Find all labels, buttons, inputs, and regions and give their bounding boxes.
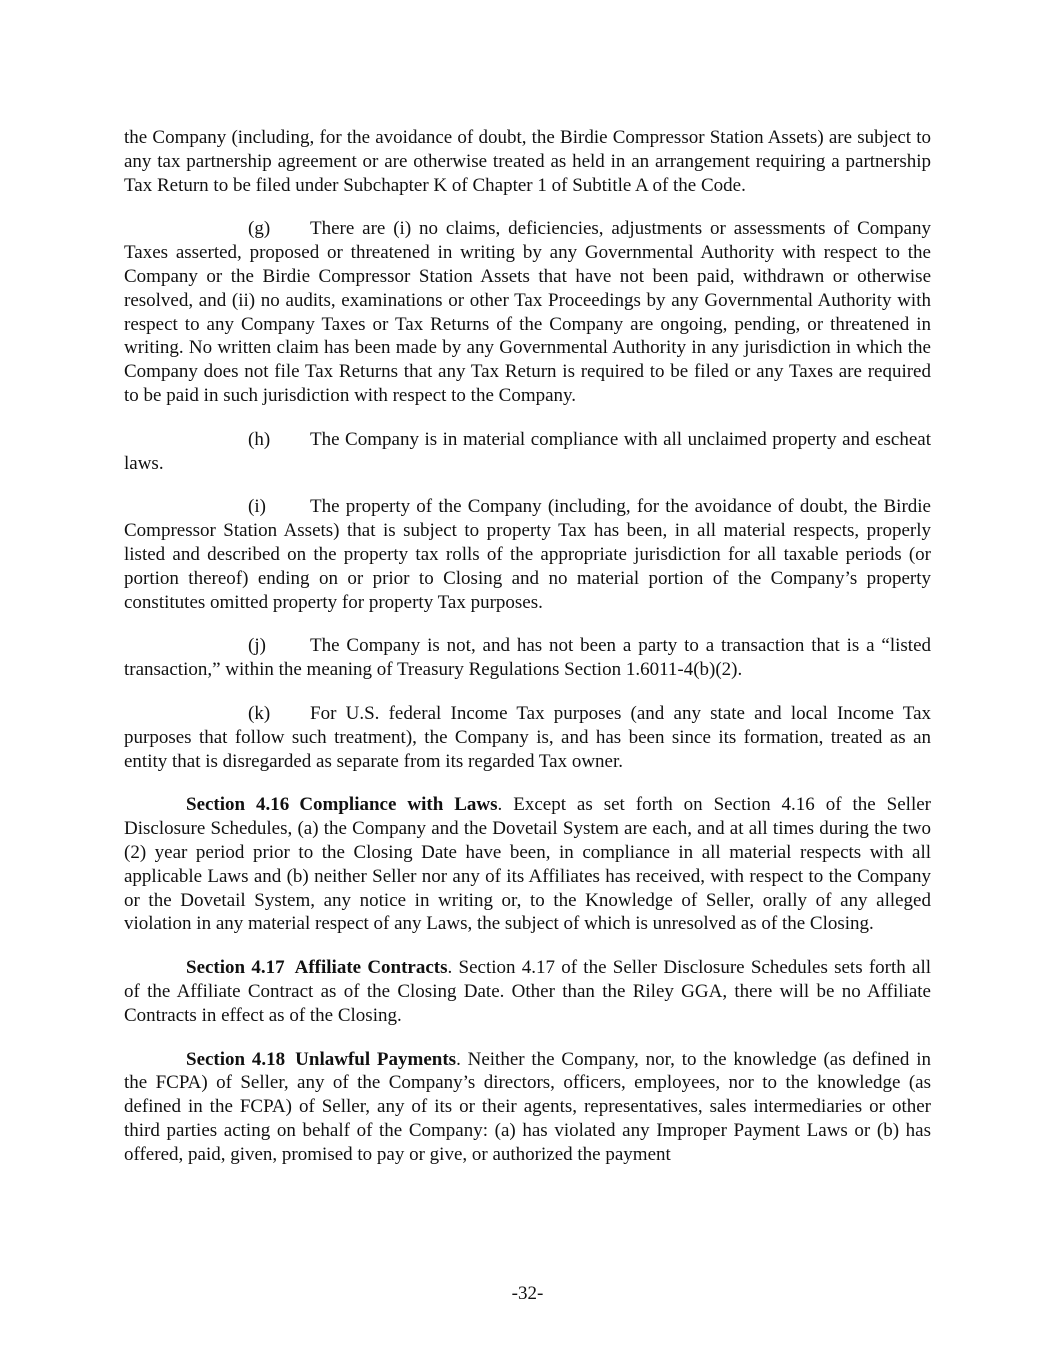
- section-title: Affiliate Contracts: [294, 957, 448, 979]
- section-text: . Except as set forth on Section 4.16 of the Seller Disclosure Schedules, (a) the Company and the Dovetail System are each, and at all times during the two (2) year period prior to the Closing Date have been, in compliance in all material respects with all applicable Laws and (b) neither Seller nor any of its Affiliates has received, with respect to the Company or the Dovetail System, any notice in writing or, to the Knowledge of Seller, orally of any alleged violation in any material respect of any Laws, the subject of which is unresolved as of the Closing.: [124, 794, 931, 935]
- subsection-text: The property of the Company (including, for the avoidance of doubt, the Birdie Compressor Station Assets) that is subject to property Tax has been, in all material respects, properly listed and described on the property tax rolls of the appropriate jurisdiction for all taxable periods (or portion thereof) ending on or prior to Closing and no material portion of the Company’s property constitutes omitted property for property Tax purposes.: [124, 496, 931, 613]
- subsection-text: There are (i) no claims, deficiencies, adjustments or assessments of Company Taxes asserted, proposed or threatened in writing by any Governmental Authority with respect to the Company or the Birdie Compressor Station Assets that have not been paid, withdrawn or otherwise resolved, and (ii) no audits, examinations or other Tax Proceedings by any Governmental Authority with respect to any Company Taxes or Tax Returns of the Company are ongoing, pending, or threatened in writing. No written claim has been made by any Governmental Authority in any jurisdiction in which the Company does not file Tax Returns that any Tax Return is required to be filed or any Taxes are required to be paid in such jurisdiction with respect to the Company.: [124, 218, 931, 406]
- subsection-label: (i): [248, 496, 266, 518]
- subsection-g: [124, 217, 931, 407]
- subsection-text: The Company is not, and has not been a party to a transaction that is a “listed transaction,” within the meaning of Treasury Regulations Section 1.6011-4(b)(2).: [124, 635, 931, 681]
- section-4-18: [124, 1048, 931, 1167]
- subsection-h: [124, 428, 931, 476]
- document-page: [124, 126, 931, 1186]
- section-text: . Neither the Company, nor, to the knowledge (as defined in the FCPA) of Seller, any of the Company’s directors, officers, employees, nor to the knowledge (as defined in the FCPA) of Seller, any of its or their agents, representatives, sales intermediaries or other third parties acting on behalf of the Company: (a) has violated any Improper Payment Laws or (b) has offered, paid, given, promised to pay or give, or authorized the payment: [124, 1048, 931, 1165]
- subsection-label: (h): [248, 428, 271, 450]
- subsection-label: (j): [248, 635, 266, 657]
- section-4-17: [124, 956, 931, 1027]
- section-title: Compliance with Laws: [299, 794, 498, 816]
- page-number: -32-: [511, 1283, 544, 1304]
- subsection-k: [124, 702, 931, 773]
- subsection-label: (g): [248, 218, 271, 240]
- subsection-label: (k): [248, 702, 271, 724]
- section-title: Unlawful Payments: [295, 1048, 457, 1070]
- section-text: . Section 4.17 of the Seller Disclosure Schedules sets forth all of the Affiliate Contract as of the Closing Date. Other than the Riley GGA, there will be no Affiliate Contracts in effect as of the Closing.: [124, 957, 931, 1026]
- subsection-i: [124, 495, 931, 614]
- continuation-paragraph: the Company (including, for the avoidance of doubt, the Birdie Compressor Station Assets) are subject to any tax partnership agreement or are otherwise treated as held in an arrangement requiring a partnership Tax Return to be filed under Subchapter K of Chapter 1 of Subtitle A of the Code.: [124, 127, 931, 196]
- section-number: Section 4.16: [186, 794, 290, 816]
- section-number: Section 4.18: [186, 1048, 286, 1070]
- section-4-16: [124, 793, 931, 936]
- subsection-text: For U.S. federal Income Tax purposes (and any state and local Income Tax purposes that follow such treatment), the Company is, and has been since its formation, treated as an entity that is disregarded as separate from its regarded Tax owner.: [124, 702, 931, 772]
- section-number: Section 4.17: [186, 957, 285, 979]
- subsection-j: [124, 634, 931, 682]
- subsection-text: The Company is in material compliance with all unclaimed property and escheat laws.: [124, 428, 931, 474]
